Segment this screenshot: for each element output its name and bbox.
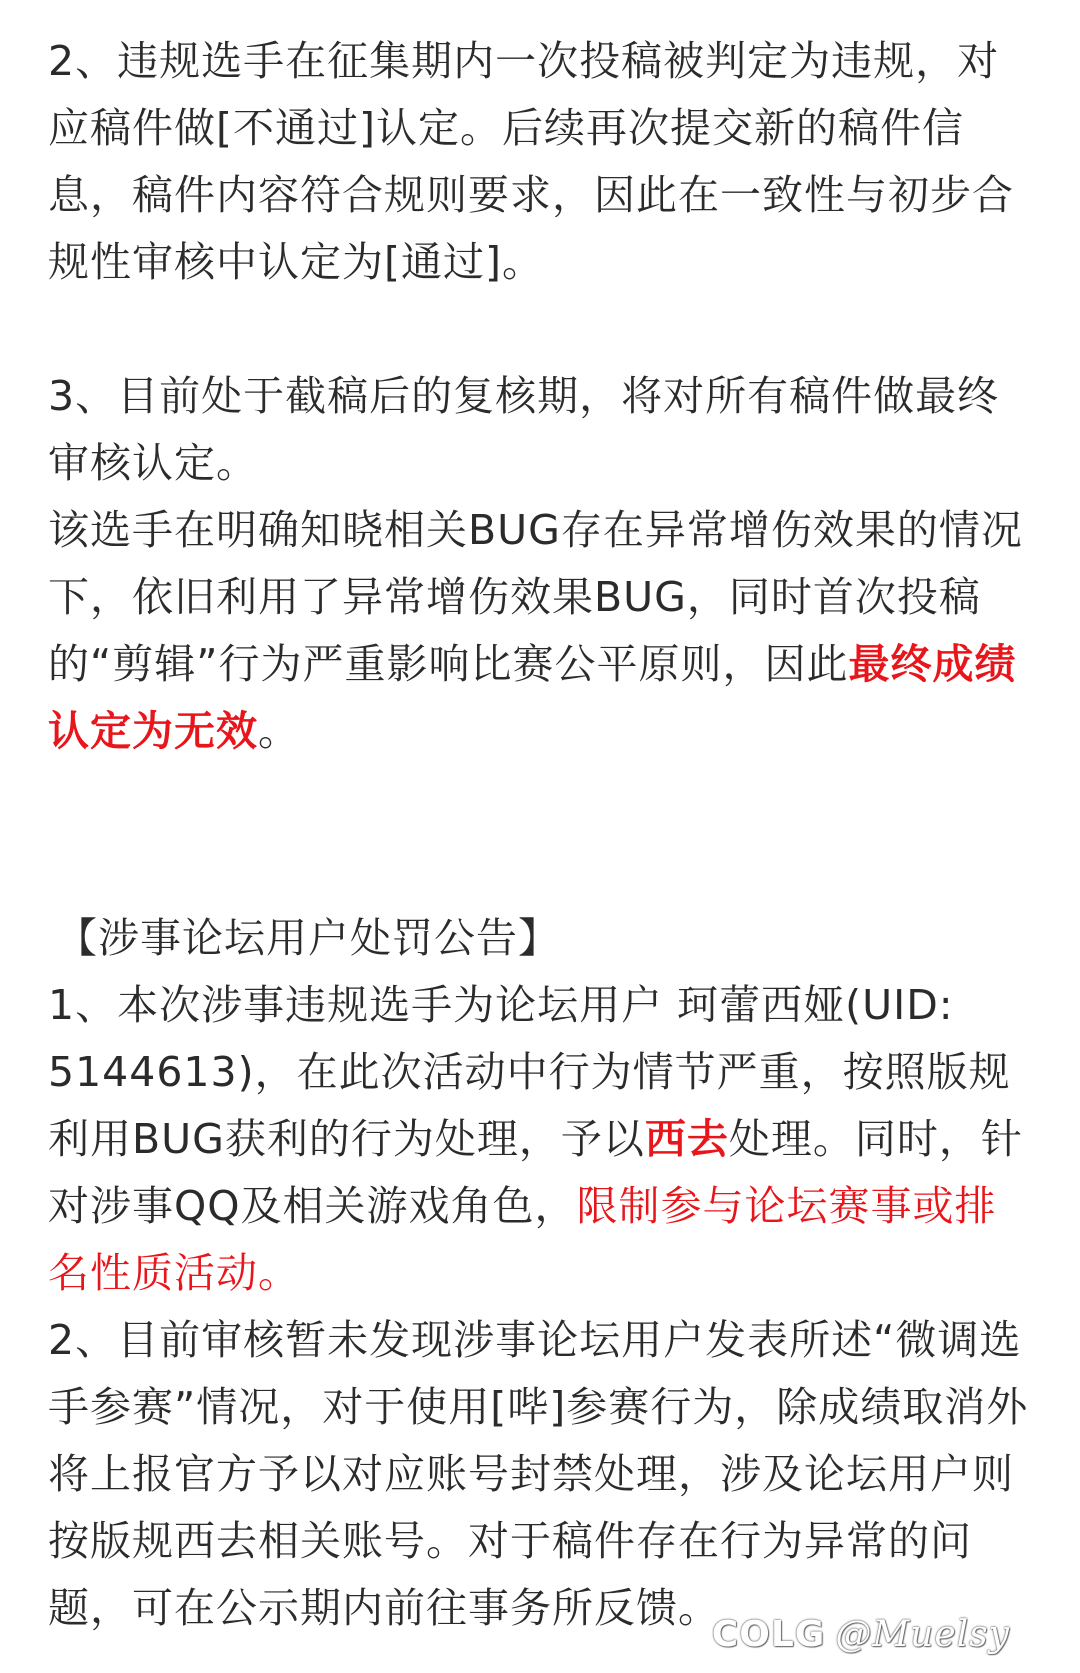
review-item-3-end: 。 bbox=[258, 707, 300, 755]
review-item-2: 2、违规选手在征集期内一次投稿被判定为违规，对应稿件做[不通过]认定。后续再次提交新的稿件信息，稿件内容符合规则要求，因此在一致性与初步合规性审核中认定为[通过]。 bbox=[48, 37, 1014, 286]
penalty-item-1 bbox=[48, 972, 1033, 1307]
colg-logo: COLG bbox=[711, 1614, 826, 1655]
announcement-document bbox=[48, 28, 1033, 1642]
watermark bbox=[712, 1614, 1010, 1655]
penalty-heading: 【涉事论坛用户处罚公告】 bbox=[56, 914, 560, 962]
review-item-3: 3、目前处于截稿后的复核期，将对所有稿件做最终审核认定。 bbox=[48, 372, 1000, 487]
invalid-result-highlight: 最终成绩认定为无效 bbox=[48, 640, 1017, 755]
penalty-item-1-text-cont: 处理。同时，针对涉事QQ及相关游戏角色， bbox=[48, 1115, 1023, 1230]
review-item-3-text: 该选手在明确知晓相关BUG存在异常增伤效果的情况下，依旧利用了异常增伤效果BUG，同时首次投稿的“剪辑”行为严重影响比赛公平原则，因此 bbox=[48, 506, 1023, 688]
review-item-3-detail bbox=[48, 497, 1033, 765]
paragraph-gap bbox=[48, 296, 1033, 363]
penalty-item-1-text: 1、本次涉事违规选手为论坛用户 珂蕾西娅(UID: 5144613)，在此次活动中行为情节严重，按照版规利用BUG获利的行为处理，予以 bbox=[48, 981, 1011, 1163]
watermark-handle: @Muelsy bbox=[835, 1614, 1010, 1655]
ban-highlight: 西去 bbox=[644, 1115, 729, 1163]
penalty-item-2: 2、目前审核暂未发现涉事论坛用户发表所述“微调选手参赛”情况，对于使用[哔]参赛行为，除成绩取消外将上报官方予以对应账号封禁处理，涉及论坛用户则按版规西去相关账号。对于稿件存在行为异常的问题，可在公示期内前往事务所反馈。 bbox=[48, 1316, 1029, 1632]
section-gap bbox=[48, 765, 1033, 905]
restriction-highlight: 限制参与论坛赛事或排名性质活动。 bbox=[48, 1182, 997, 1297]
